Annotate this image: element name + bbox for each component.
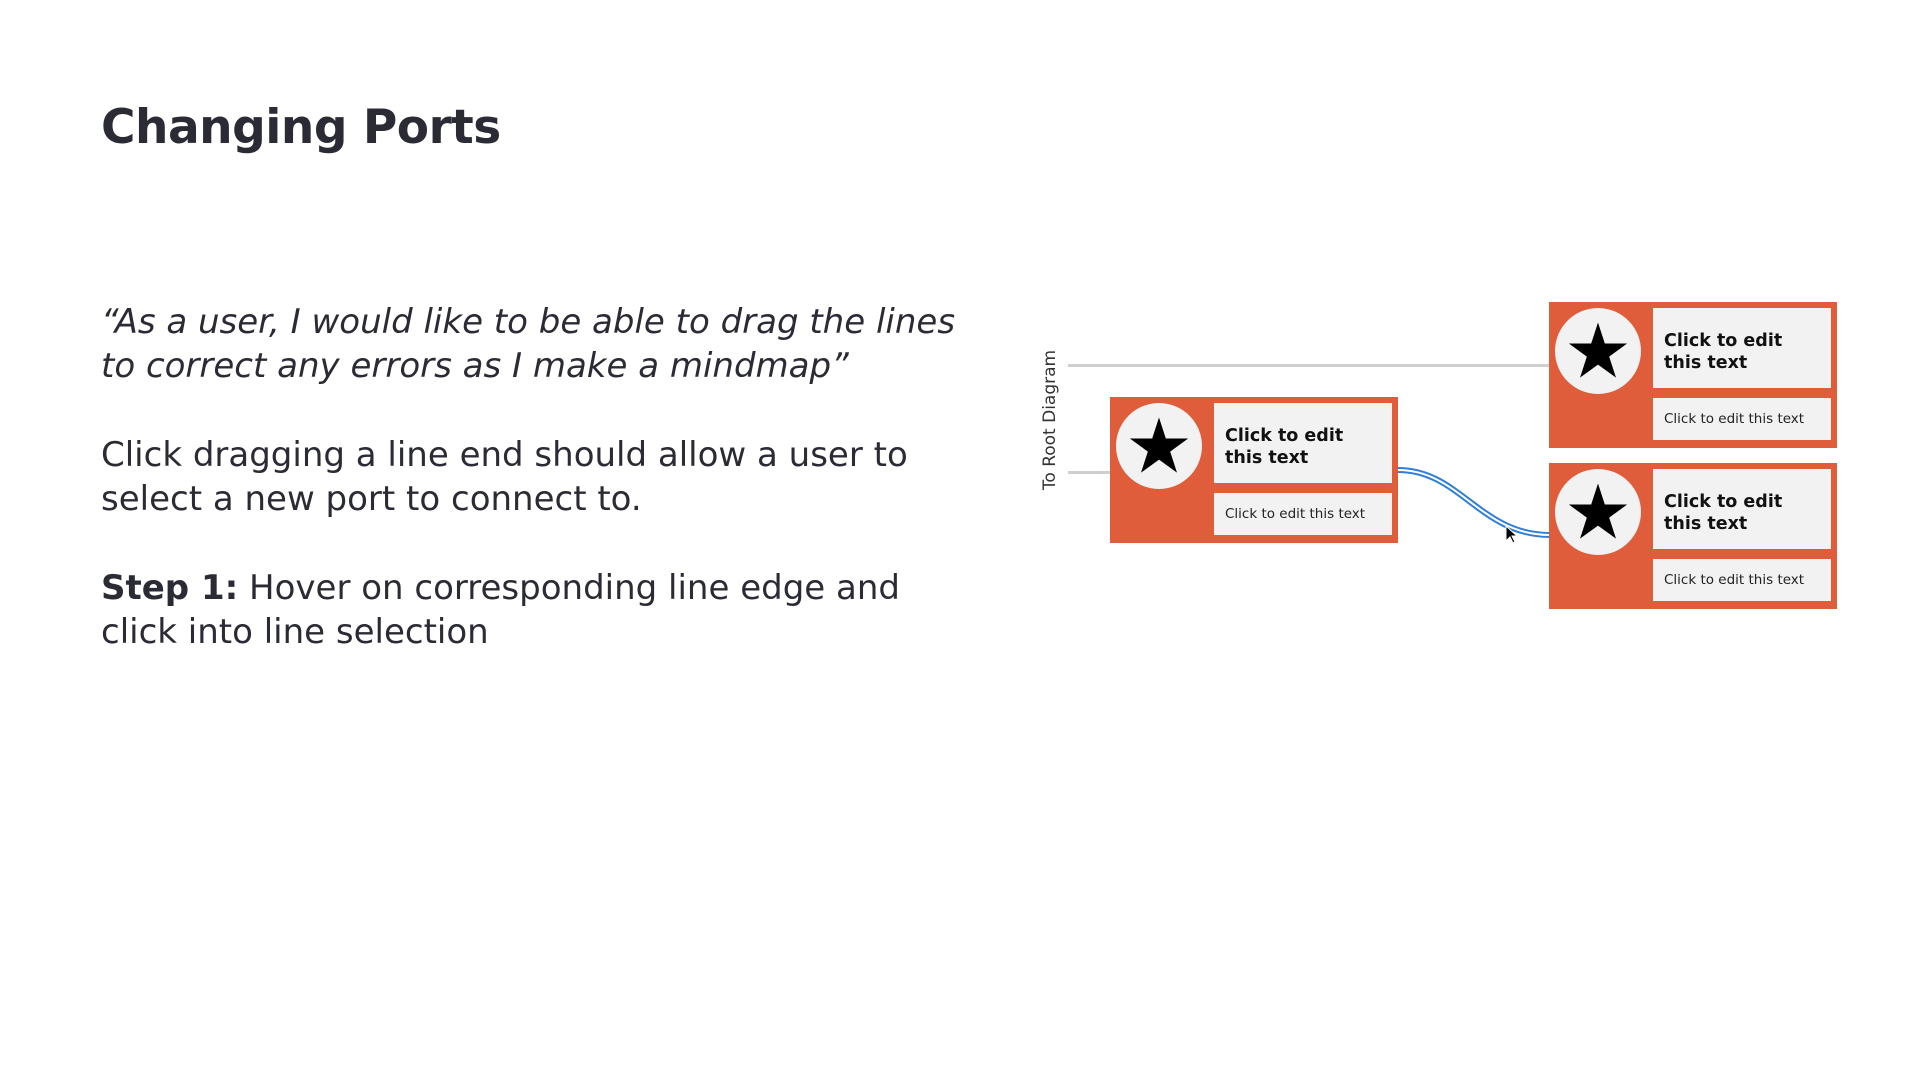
node-title[interactable]: Click to edit this text	[1653, 469, 1831, 549]
node-title[interactable]: Click to edit this text	[1214, 403, 1392, 483]
star-icon	[1567, 481, 1629, 543]
node-icon-circle	[1555, 469, 1641, 555]
node-title[interactable]: Click to edit this text	[1653, 308, 1831, 388]
star-icon	[1128, 415, 1190, 477]
node-icon-circle	[1116, 403, 1202, 489]
mindmap-node-bottom-right[interactable]	[1549, 463, 1837, 609]
node-icon-circle	[1555, 308, 1641, 394]
star-icon	[1567, 320, 1629, 382]
node-subtitle[interactable]: Click to edit this text	[1653, 398, 1831, 440]
root-diagram-label: To Root Diagram	[1040, 349, 1060, 491]
mindmap-node-left[interactable]	[1110, 397, 1398, 543]
mindmap-node-top-right[interactable]	[1549, 302, 1837, 448]
page-title: Changing Ports	[101, 100, 501, 155]
user-story-quote: “As a user, I would like to be able to drag the lines to correct any errors as I make a mindmap”	[101, 302, 956, 386]
step-description: Hover on corresponding line edge and click into line selection	[101, 568, 900, 652]
description-text: Click dragging a line end should allow a user to select a new port to connect to.	[101, 435, 908, 519]
step-label: Step 1:	[101, 568, 239, 608]
node-subtitle[interactable]: Click to edit this text	[1214, 493, 1392, 535]
node-subtitle[interactable]: Click to edit this text	[1653, 559, 1831, 601]
